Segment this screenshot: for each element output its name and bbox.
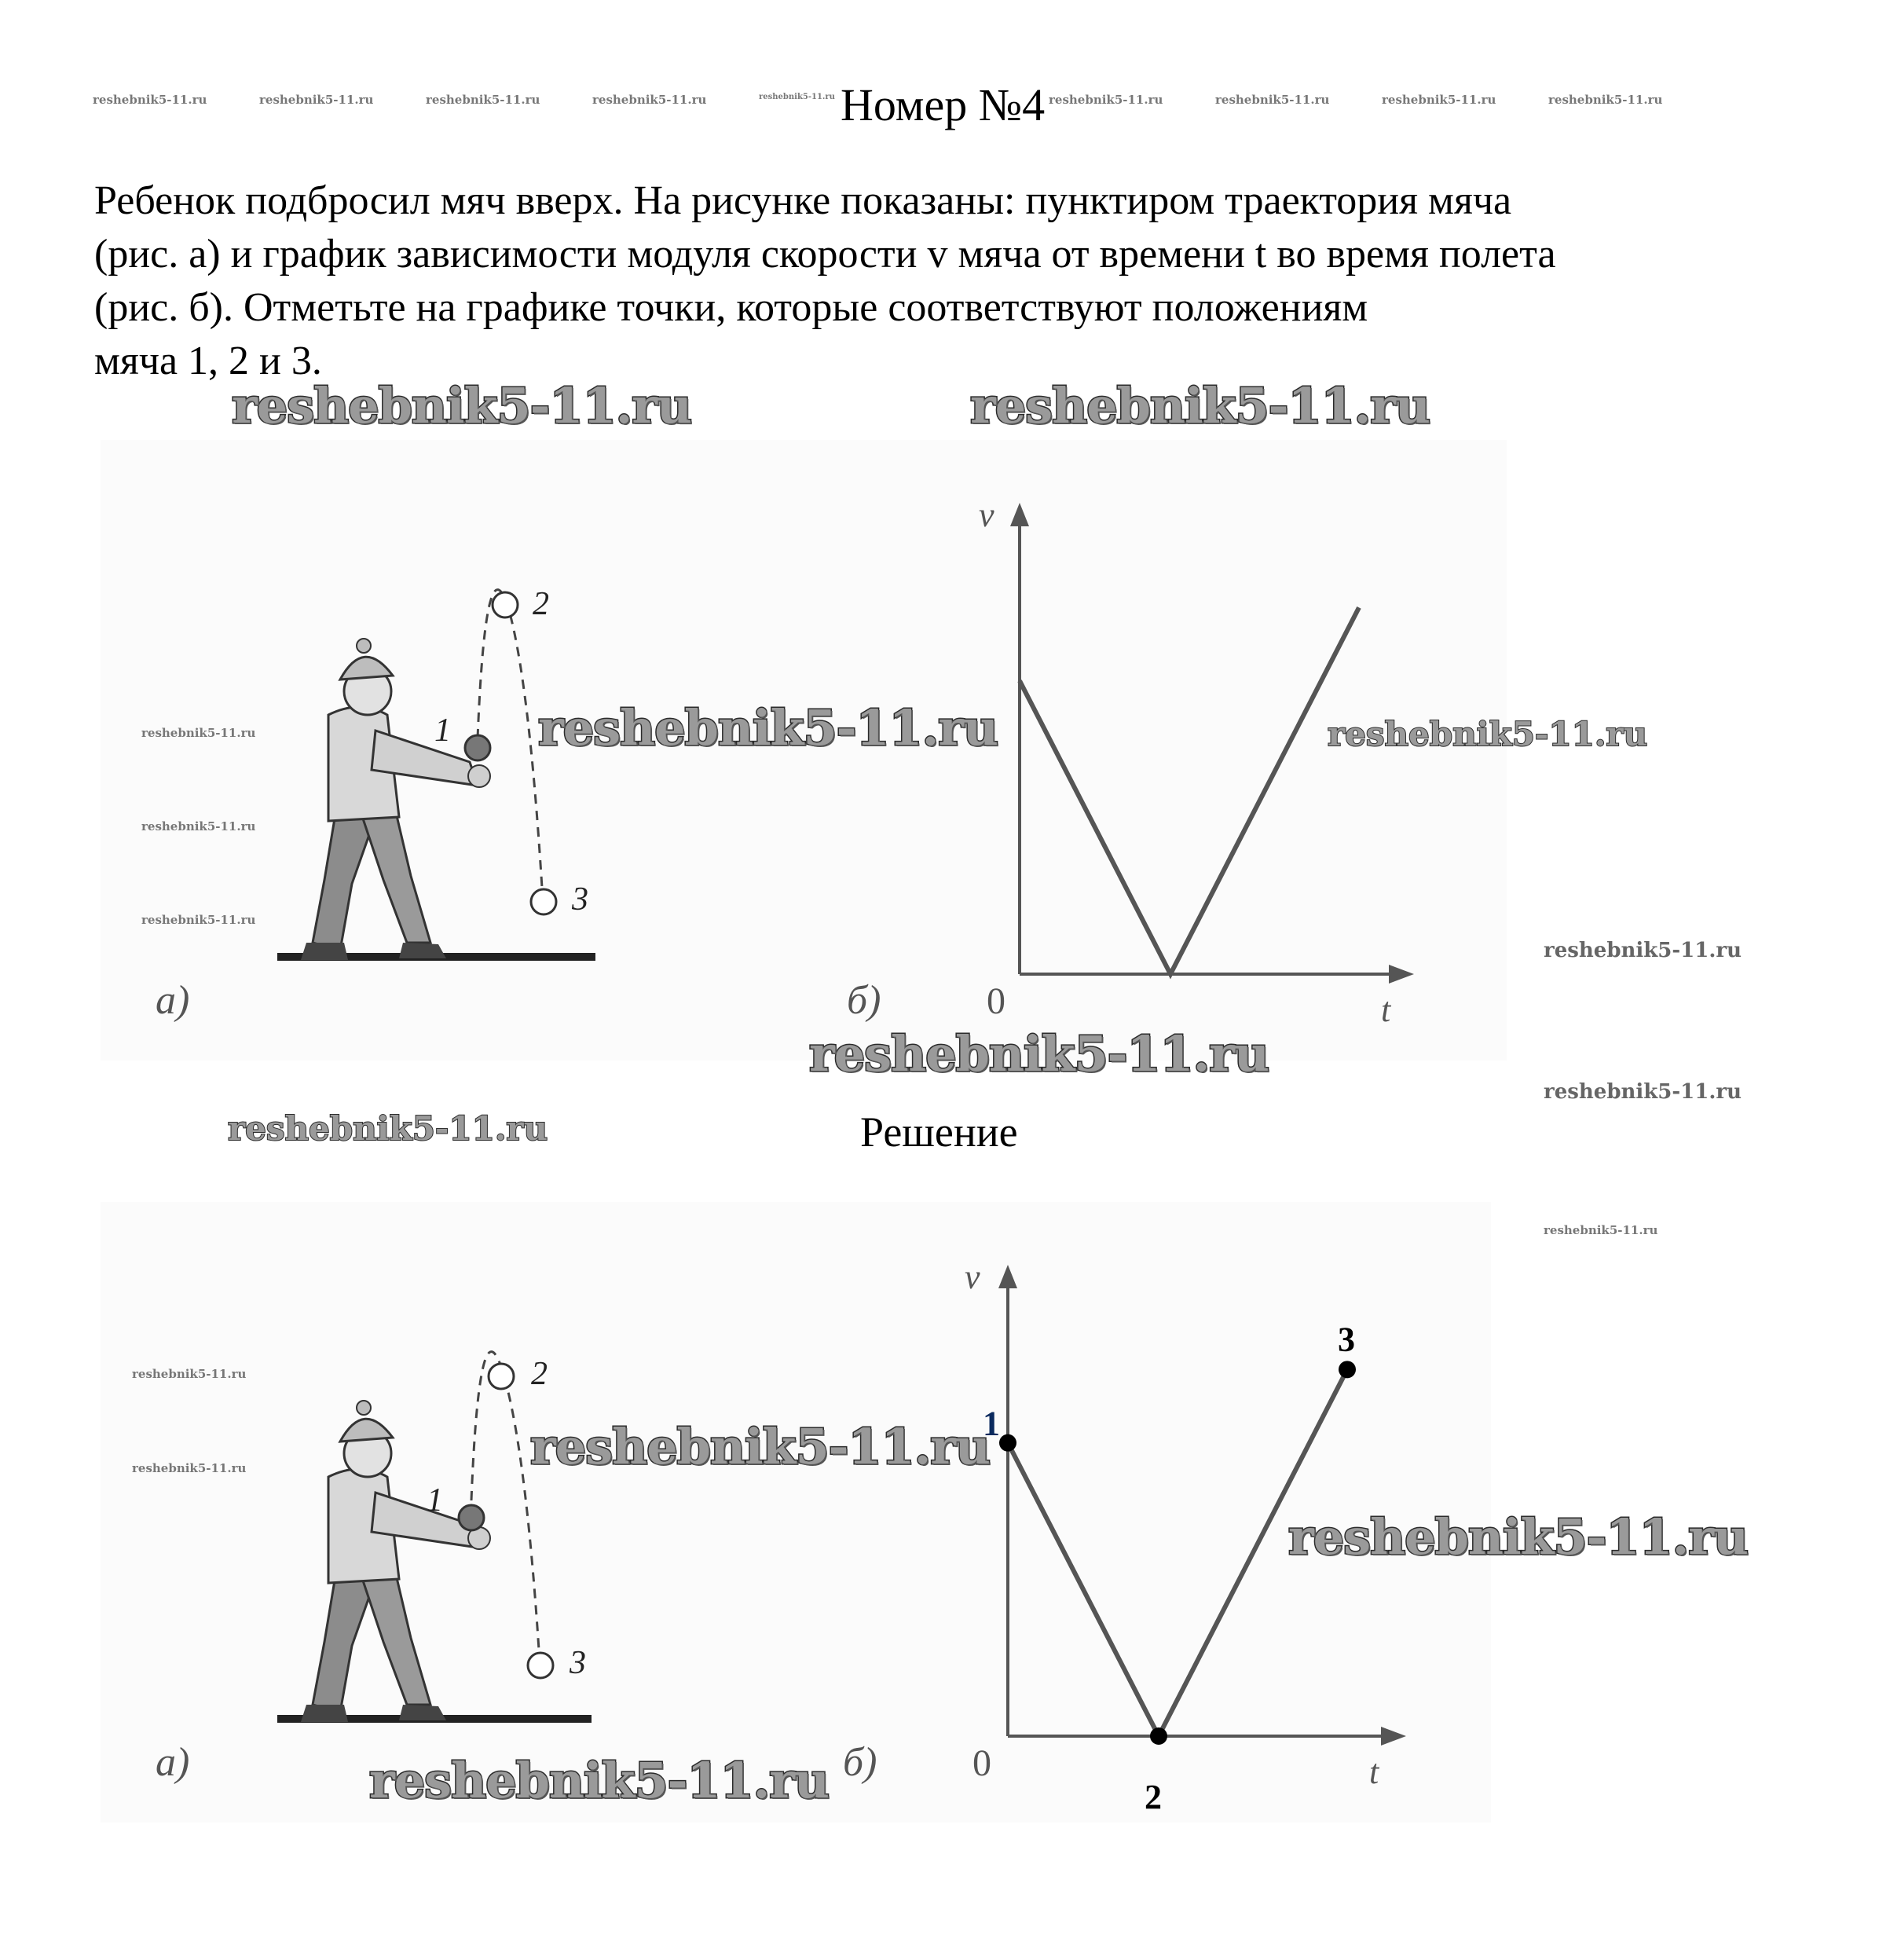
watermark: reshebnik5-11.ru (1288, 1508, 1748, 1566)
problem-line: (рис. а) и график зависимости модуля скорости v мяча от времени t во время полета (94, 232, 1556, 277)
watermark: reshebnik5-11.ru (228, 1109, 548, 1148)
panel-b-label: б) (843, 1740, 877, 1785)
watermark: reshebnik5-11.ru (232, 377, 691, 434)
origin-label: 0 (972, 1742, 991, 1784)
watermark: reshebnik5-11.ru (141, 913, 256, 927)
watermark: reshebnik5-11.ru (538, 699, 998, 757)
ball-label-1: 1 (434, 713, 451, 749)
watermark: reshebnik5-11.ru (970, 377, 1430, 434)
watermark: reshebnik5-11.ru (141, 726, 256, 740)
ball-position-1 (465, 735, 490, 760)
problem-line: Ребенок подбросил мяч вверх. На рисунке показаны: пунктиром траектория мяча (94, 178, 1512, 223)
y-axis-label: v (965, 1258, 980, 1296)
watermark: reshebnik5-11.ru (592, 93, 707, 107)
ball-position-3 (531, 889, 556, 914)
page-title: Номер №4 (841, 79, 1046, 130)
y-axis-arrow (1010, 503, 1029, 526)
x-axis-arrow (1389, 965, 1414, 984)
watermark: reshebnik5-11.ru (1328, 715, 1648, 753)
x-axis-label: t (1369, 1753, 1379, 1791)
watermark: reshebnik5-11.ru (259, 93, 374, 107)
problem-text (94, 174, 1822, 388)
watermark: reshebnik5-11.ru (93, 93, 207, 107)
ball-position-2 (493, 592, 518, 617)
problem-line: (рис. б). Отметьте на графике точки, которые соответствуют положениям (94, 285, 1368, 330)
ball-position-2 (489, 1364, 514, 1389)
watermark: reshebnik5-11.ru (1544, 1223, 1658, 1237)
origin-label: 0 (987, 980, 1005, 1022)
ball-label-2: 2 (533, 586, 549, 622)
watermark: reshebnik5-11.ru (141, 819, 256, 833)
figure-solution-svg (101, 1202, 1491, 1823)
y-axis-label: v (979, 496, 994, 534)
solution-point-label-2: 2 (1145, 1778, 1162, 1816)
watermark: reshebnik5-11.ru (1548, 93, 1663, 107)
solution-point-3 (1339, 1361, 1356, 1378)
panel-a-label: а) (156, 978, 190, 1023)
panel-b-label: б) (847, 978, 881, 1023)
ball-label-2: 2 (531, 1356, 548, 1392)
panel-a-label: а) (156, 1740, 190, 1785)
solution-point-label-1: 1 (983, 1404, 1000, 1443)
watermark: reshebnik5-11.ru (1544, 1080, 1742, 1104)
watermark: reshebnik5-11.ru (1544, 939, 1742, 962)
velocity-line (1020, 607, 1359, 974)
watermark: reshebnik5-11.ru (1049, 93, 1163, 107)
ball-position-3 (528, 1653, 553, 1678)
watermark: reshebnik5-11.ru (369, 1752, 829, 1809)
watermark: reshebnik5-11.ru (1382, 93, 1496, 107)
ball-label-3: 3 (572, 881, 588, 918)
figure-solution (101, 1202, 1491, 1823)
problem-line: мяча 1, 2 и 3. (94, 339, 322, 383)
watermark: reshebnik5-11.ru (759, 93, 835, 101)
x-axis-arrow (1381, 1727, 1406, 1746)
ball-label-3: 3 (570, 1645, 586, 1681)
solution-point-label-3: 3 (1338, 1320, 1355, 1359)
solution-points (983, 1320, 1356, 1816)
watermark: reshebnik5-11.ru (1215, 93, 1330, 107)
y-axis-arrow (998, 1265, 1017, 1288)
ball-label-1: 1 (427, 1482, 443, 1519)
solution-point-2 (1150, 1727, 1167, 1745)
watermark: reshebnik5-11.ru (426, 93, 540, 107)
ball-trajectory (471, 1352, 539, 1650)
watermark: reshebnik5-11.ru (132, 1461, 247, 1475)
velocity-chart (979, 496, 1414, 1029)
watermark: reshebnik5-11.ru (530, 1418, 990, 1475)
watermark: reshebnik5-11.ru (809, 1025, 1269, 1083)
ball-position-1 (459, 1505, 484, 1530)
solution-point-1 (999, 1434, 1016, 1452)
x-axis-label: t (1381, 991, 1391, 1029)
solution-heading: Решение (860, 1108, 1018, 1156)
watermark: reshebnik5-11.ru (132, 1367, 247, 1381)
